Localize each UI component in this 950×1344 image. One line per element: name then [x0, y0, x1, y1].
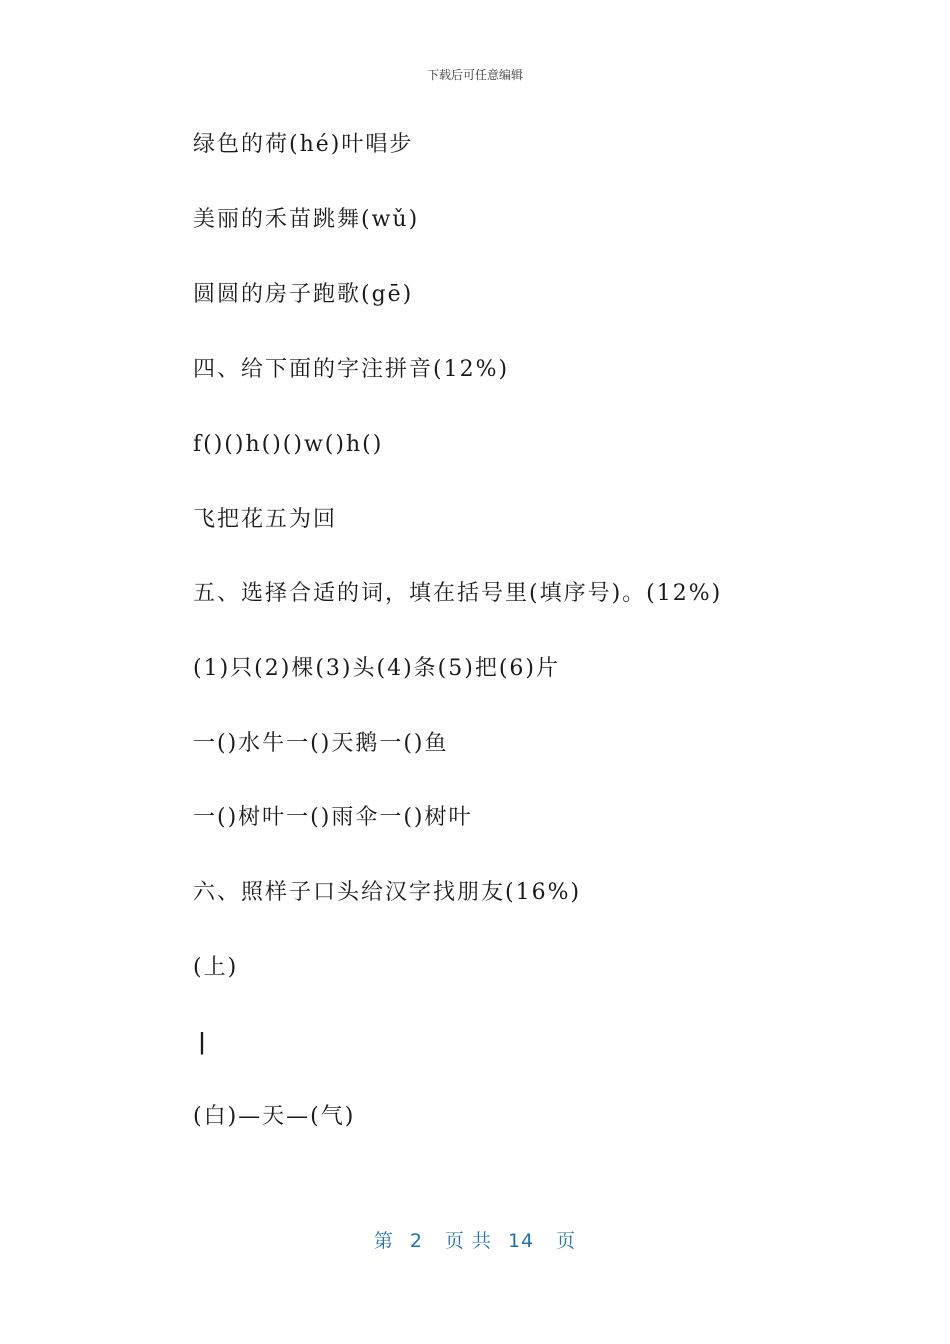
example-word-chain: (白)—天—(气)	[193, 1104, 356, 1129]
section-heading-4: 四、给下面的字注拼音(12%)	[193, 357, 510, 382]
page-mid: 页 共	[444, 1230, 492, 1252]
fill-blank-line-1: 一()水牛一()天鹅一()鱼	[193, 731, 449, 756]
section-heading-5: 五、选择合适的词，填在括号里(填序号)。(12%)	[193, 581, 723, 606]
characters-line: 飞把花五为回	[193, 507, 338, 532]
page-footer	[0, 1226, 950, 1253]
text-line-2: 美丽的禾苗跳舞(wǔ)	[193, 207, 420, 232]
page-header: 下载后可任意编辑	[426, 68, 523, 82]
example-connector: |	[198, 1029, 209, 1055]
example-top-word: (上)	[193, 955, 239, 980]
text-line-3: 圆圆的房子跑歌(gē)	[193, 282, 414, 307]
page-prefix: 第	[373, 1230, 394, 1252]
pinyin-blanks-line: f()()h()()w()h()	[193, 432, 384, 457]
page-total: 14	[507, 1230, 535, 1252]
text-line-1: 绿色的荷(hé)叶唱步	[193, 132, 414, 157]
fill-blank-line-2: 一()树叶一()雨伞一()树叶	[193, 805, 473, 830]
section-heading-6: 六、照样子口头给汉字找朋友(16%)	[193, 880, 582, 905]
page-number: 2	[409, 1230, 423, 1252]
page-suffix: 页	[556, 1230, 577, 1252]
measure-word-options: (1)只(2)棵(3)头(4)条(5)把(6)片	[193, 656, 560, 681]
